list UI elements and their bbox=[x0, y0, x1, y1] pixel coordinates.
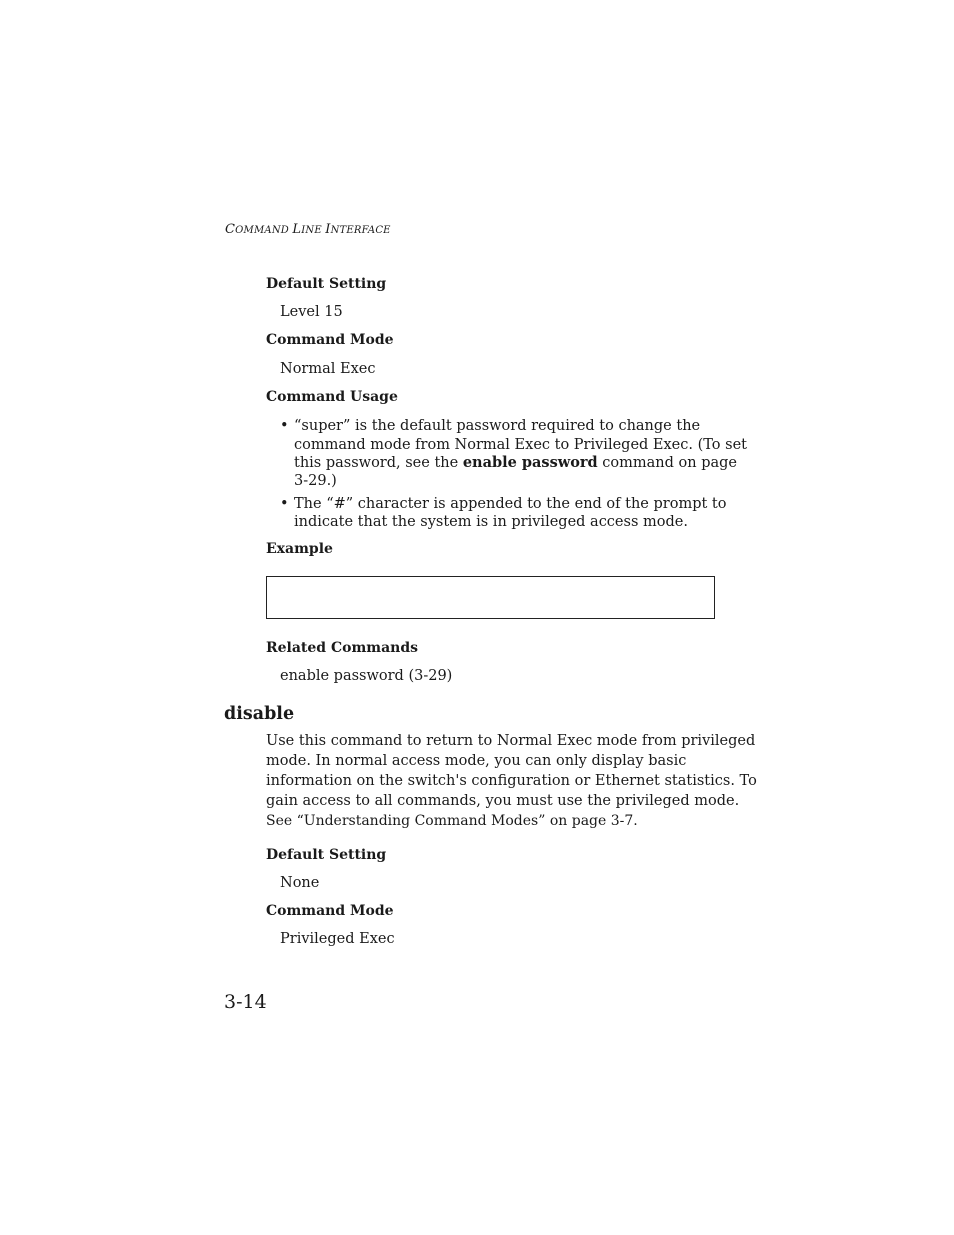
bullet-dot: • bbox=[280, 418, 289, 434]
example-box bbox=[266, 576, 715, 619]
bullet-line: “super” is the default password required to change the bbox=[294, 418, 701, 434]
description-line: gain access to all commands, you must use the privileged mode. bbox=[266, 793, 740, 809]
running-header: COMMAND LINE INTERFACE bbox=[225, 222, 391, 237]
bullet-line: command mode from Normal Exec to Privileged Exec. (To set bbox=[294, 437, 747, 453]
bullet-line: this password, see the enable password command on page bbox=[294, 454, 738, 471]
bullet-line: The “#” character is appended to the end of the prompt to bbox=[294, 496, 727, 512]
example-heading: Example bbox=[266, 541, 333, 557]
bullet-dot: • bbox=[280, 496, 289, 512]
command-mode-heading: Command Mode bbox=[266, 332, 394, 348]
bullet-line: indicate that the system is in privileged access mode. bbox=[294, 514, 688, 530]
bullet-line: 3-29.) bbox=[294, 473, 337, 489]
usage-bullet-2 bbox=[280, 495, 727, 535]
section-title-disable: disable bbox=[224, 704, 295, 724]
disable-description bbox=[266, 731, 757, 831]
usage-bullet-1 bbox=[280, 417, 747, 493]
disable-command-mode-value: Privileged Exec bbox=[280, 931, 395, 947]
description-line: mode. In normal access mode, you can only display basic bbox=[266, 753, 687, 769]
description-line: See “Understanding Command Modes” on page 3-7. bbox=[266, 813, 638, 829]
default-setting-heading: Default Setting bbox=[266, 276, 387, 292]
description-line: Use this command to return to Normal Exec mode from privileged bbox=[266, 733, 756, 749]
enable-password-ref: enable password bbox=[462, 454, 598, 471]
default-setting-value: Level 15 bbox=[280, 304, 343, 320]
page-number: 3-14 bbox=[224, 991, 267, 1013]
command-mode-value: Normal Exec bbox=[280, 361, 376, 377]
disable-default-setting-heading: Default Setting bbox=[266, 847, 387, 863]
related-commands-value: enable password (3-29) bbox=[280, 668, 453, 684]
disable-command-mode-heading: Command Mode bbox=[266, 903, 394, 919]
command-usage-heading: Command Usage bbox=[266, 389, 398, 405]
related-commands-heading: Related Commands bbox=[266, 640, 418, 656]
description-line: information on the switch's configuration or Ethernet statistics. To bbox=[266, 773, 757, 789]
disable-default-setting-value: None bbox=[280, 875, 320, 891]
